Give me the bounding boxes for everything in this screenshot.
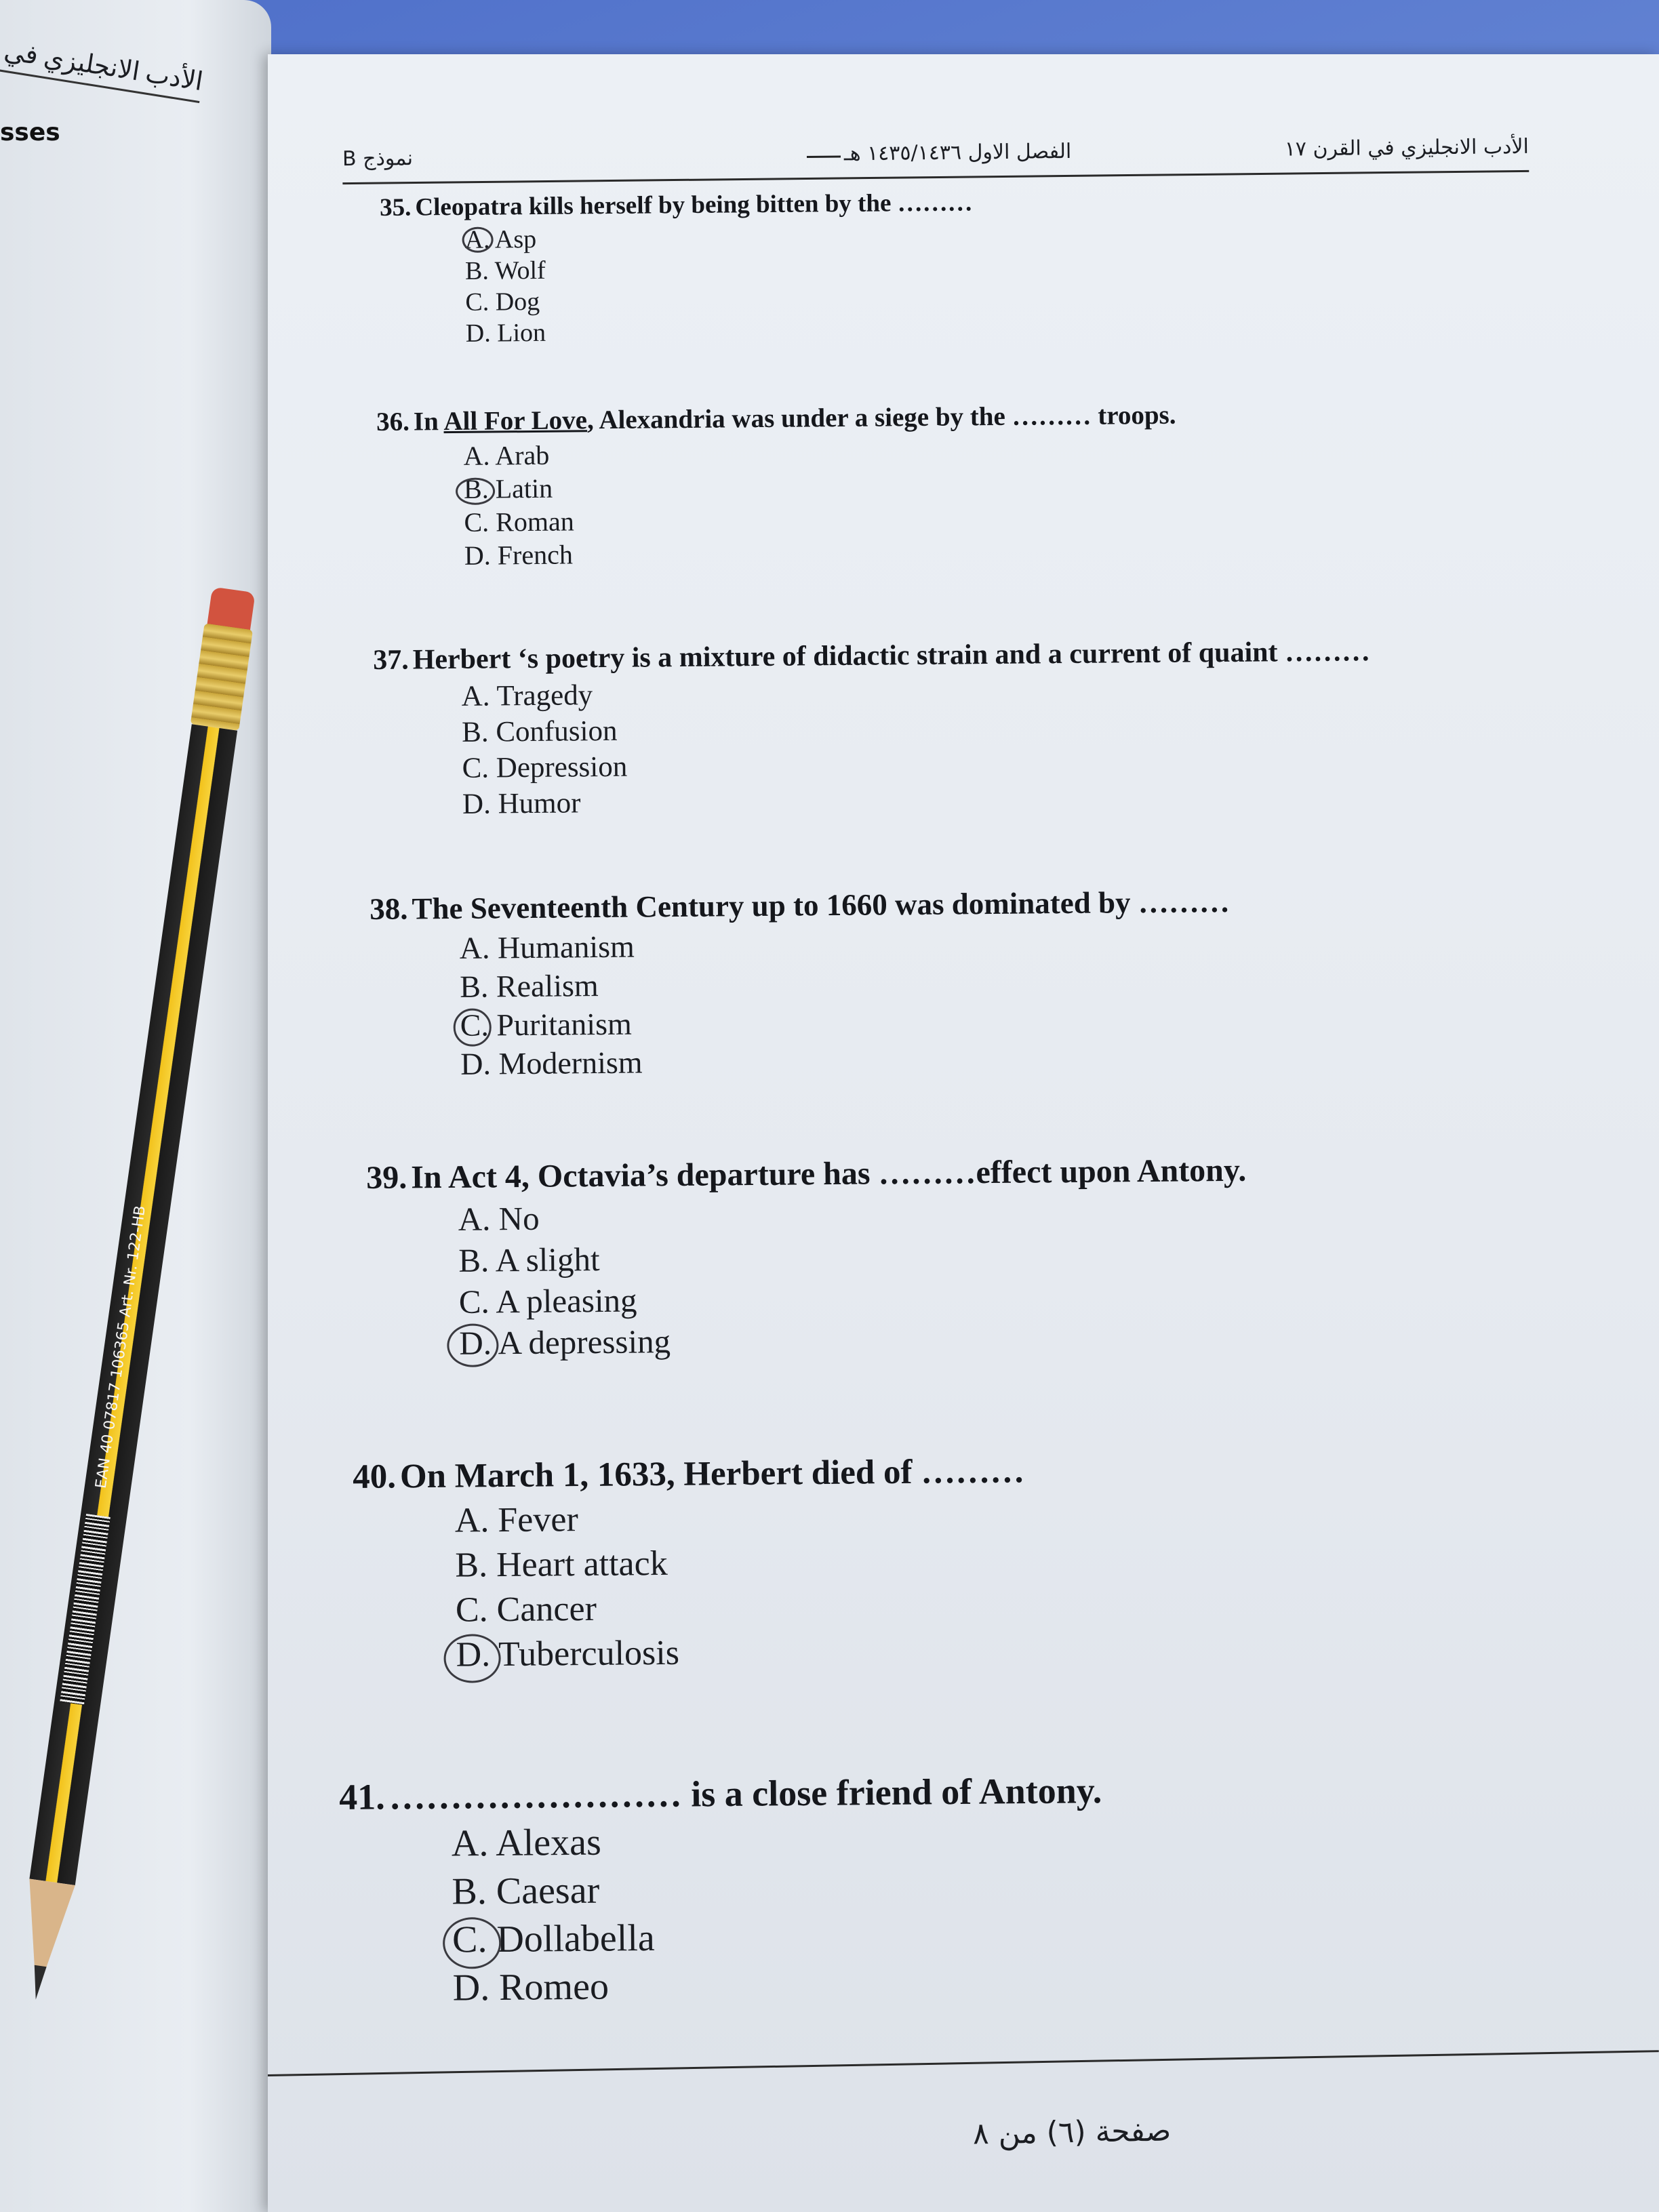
option-c: C. Dog <box>465 287 540 317</box>
question-35 <box>380 188 974 350</box>
question-36 <box>376 400 1177 573</box>
option-d: D. Humor <box>462 787 581 820</box>
question-stem: 36. In All For Love, Alexandria was under a siege by the ……… troops. <box>376 400 1176 437</box>
previous-page-fragment: sses <box>0 119 60 146</box>
option-b: B. A slight <box>458 1240 600 1279</box>
header-term: الفصل الاول ١٤٣٥/١٤٣٦ هـ <box>843 139 1072 166</box>
option-a: A. Fever <box>454 1500 579 1540</box>
option-b: B. Realism <box>460 968 599 1004</box>
option-b: B. Caesar <box>452 1869 600 1913</box>
header-model: نموذج B <box>342 146 414 172</box>
option-d: D. Lion <box>465 318 546 348</box>
option-b: B. Heart attack <box>455 1544 668 1585</box>
question-stem: 39. In Act 4, Octavia’s departure has ………effect upon Antony. <box>366 1152 1247 1196</box>
title-underlined: All For Love <box>443 405 588 437</box>
option-b: B. Confusion <box>461 715 618 748</box>
question-stem: 40. On March 1, 1633, Herbert died of ……… <box>353 1452 1025 1496</box>
option-a: A. Asp <box>464 220 973 256</box>
option-d: D. French <box>464 539 574 571</box>
option-d: D. Tuberculosis <box>456 1628 1026 1677</box>
pencil-ferrule <box>191 623 253 731</box>
answer-circle <box>443 1634 501 1683</box>
option-d: D. Romeo <box>452 1965 609 2009</box>
option-c: C. A pleasing <box>458 1281 637 1321</box>
question-40 <box>353 1451 1026 1678</box>
header-course: الأدب الانجليزي في القرن ١٧ <box>1284 134 1530 161</box>
exam-page <box>268 54 1659 2212</box>
page-number: صفحة (٦) من ٨ <box>972 2113 1172 2152</box>
answer-circle <box>454 1008 492 1046</box>
previous-page-header: الأدب الانجليزي في <box>0 35 205 103</box>
question-37 <box>373 635 1372 823</box>
option-c: C. Cancer <box>455 1589 597 1630</box>
answer-circle <box>462 227 493 253</box>
question-stem: 41. …………………… is a close friend of Antony. <box>339 1770 1102 1817</box>
option-c: C. Depression <box>462 750 628 784</box>
page-header <box>342 129 1530 184</box>
option-a: A. Humanism <box>459 929 635 965</box>
option-a: A. Alexas <box>451 1821 601 1865</box>
question-stem: 35. Cleopatra kills herself by being bitten by the ……… <box>380 188 973 222</box>
question-41 <box>339 1769 1104 2013</box>
option-c: C. Dollabella <box>452 1910 1104 1964</box>
option-c: C. Puritanism <box>460 999 1231 1045</box>
question-38 <box>369 884 1231 1084</box>
pencil-print: EAN 40 07817 106365 Art. Nr. 122-HB <box>92 1204 150 1490</box>
question-stem: 37. Herbert ‘s poetry is a mixture of didactic strain and a current of quaint ……… <box>373 636 1371 676</box>
option-a: A. Tragedy <box>461 679 593 712</box>
option-d: D. Modernism <box>460 1045 643 1081</box>
option-a: A. No <box>458 1199 540 1238</box>
answer-circle <box>443 1917 502 1969</box>
option-c: C. Roman <box>464 506 574 538</box>
option-a: A. Arab <box>463 439 550 471</box>
question-39 <box>366 1152 1248 1365</box>
footer-rule <box>268 2050 1659 2076</box>
option-d: D. A depressing <box>459 1316 1248 1364</box>
option-b: B. Wolf <box>464 256 546 285</box>
option-b: B. Latin <box>464 466 1177 506</box>
question-stem: 38. The Seventeenth Century up to 1660 was dominated by ……… <box>369 884 1230 926</box>
answer-circle <box>447 1323 499 1367</box>
